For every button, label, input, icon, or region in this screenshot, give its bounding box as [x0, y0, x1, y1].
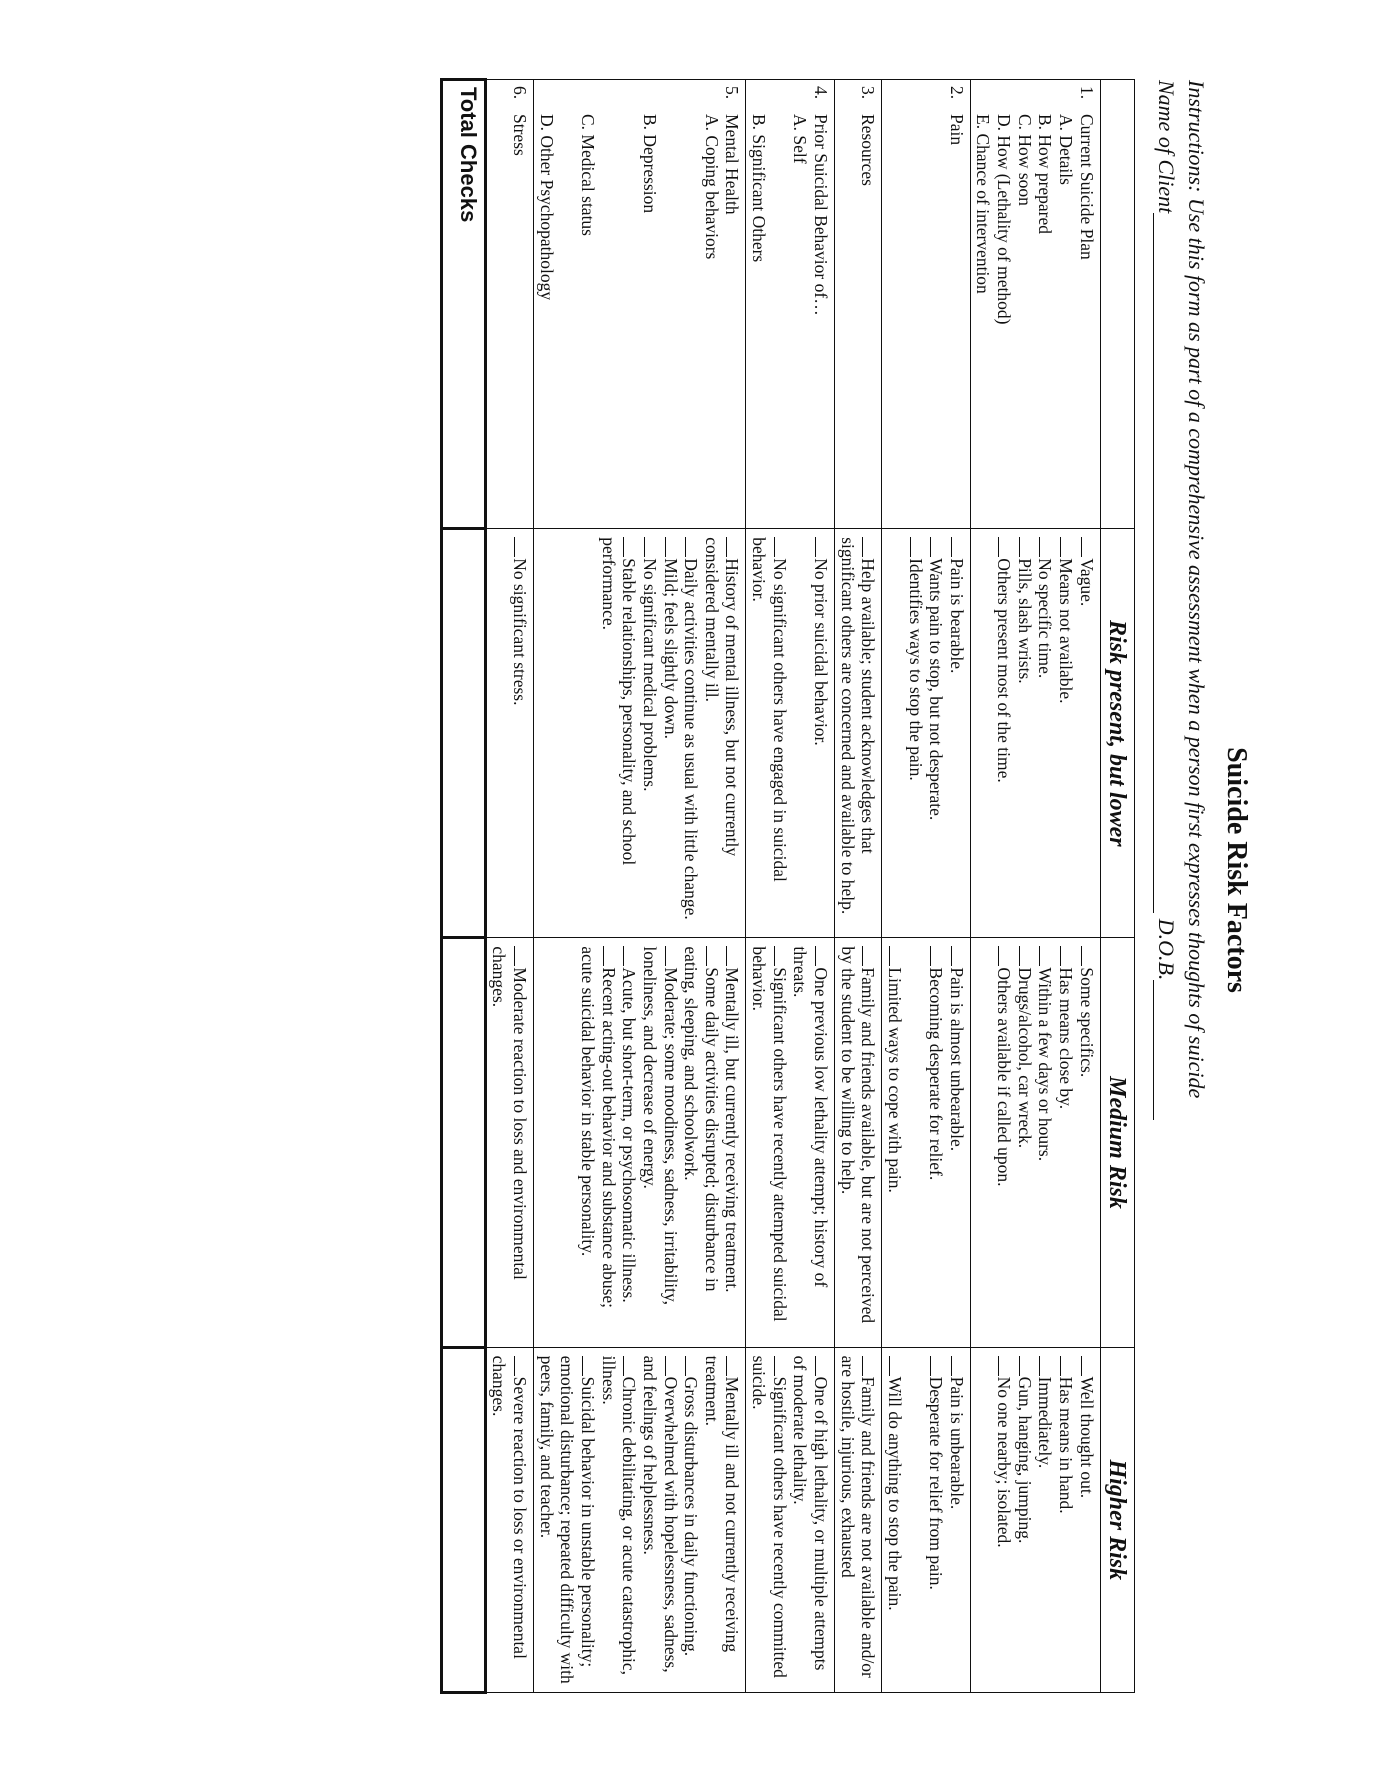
- risk-item-text: No significant medical problems.: [639, 558, 660, 792]
- risk-item: [946, 944, 967, 1340]
- check-blank[interactable]: [514, 537, 529, 557]
- factor-heading: [509, 86, 530, 522]
- risk-item: [598, 1354, 639, 1686]
- risk-cell-low: [746, 529, 835, 938]
- risk-item-text: Vague.: [1076, 558, 1097, 607]
- risk-item: [660, 535, 681, 931]
- risk-item: [926, 1354, 947, 1686]
- check-blank[interactable]: [1019, 1356, 1034, 1376]
- risk-item-text: Acute, but short-term, or psychosomatic illness.: [619, 967, 640, 1303]
- table-row: [970, 80, 1100, 1693]
- factor-subitem: C. How soon: [1014, 114, 1035, 206]
- risk-table-body: [485, 80, 1100, 1693]
- risk-item-text: History of mental illness, but not currently considered mentally ill.: [701, 537, 743, 857]
- risk-item-text: Drugs/alcohol, car wreck.: [1014, 967, 1035, 1149]
- risk-item-text: Will do anything to stop the pain.: [884, 1376, 905, 1611]
- factor-heading: [810, 86, 831, 522]
- factor-cell: [485, 80, 533, 529]
- check-blank[interactable]: [951, 946, 966, 966]
- risk-item-text: Others available if called upon.: [994, 967, 1015, 1187]
- check-blank[interactable]: [1039, 946, 1054, 966]
- factor-cell: [882, 80, 971, 529]
- factor-heading: [1076, 86, 1097, 522]
- risk-item-text: Pills, slash wrists.: [1014, 558, 1035, 684]
- table-row: [882, 80, 971, 1693]
- risk-item-text: One previous low lethality attempt; history of threats.: [790, 946, 831, 1288]
- risk-item-text: Significant others have recently committed suicide.: [749, 1355, 790, 1678]
- factor-number: 6.: [510, 86, 531, 100]
- total-checks-low-cell[interactable]: [441, 529, 485, 938]
- check-blank[interactable]: [1060, 1356, 1075, 1376]
- total-checks-row: [441, 80, 485, 1693]
- check-blank[interactable]: [998, 1356, 1013, 1376]
- check-blank[interactable]: [726, 946, 741, 966]
- risk-item-text: Suicidal behavior in unstable personality; emotional disturbance; repeated difficulty with peers, family, and teacher.: [536, 1355, 598, 1684]
- factor-subitem: [619, 86, 640, 522]
- factor-cell: [835, 80, 882, 529]
- check-blank[interactable]: [1039, 1356, 1054, 1376]
- column-header-low: Risk present, but lower: [1100, 529, 1134, 938]
- risk-item: [946, 1354, 967, 1686]
- risk-item-text: Limited ways to cope with pain.: [884, 967, 905, 1193]
- risk-cell-high: [970, 1347, 1100, 1692]
- risk-item-text: Mild; feels slightly down.: [660, 558, 681, 740]
- risk-item-text: No significant others have engaged in suicidal behavior.: [749, 537, 790, 882]
- risk-item-text: Gun, hanging, jumping.: [1014, 1376, 1035, 1544]
- factor-subitem: C. Medical status: [577, 114, 598, 236]
- total-checks-high-cell[interactable]: [441, 1347, 485, 1692]
- factor-subitem: A. Details: [1056, 114, 1077, 185]
- risk-item: [748, 944, 789, 1340]
- risk-item-text: Stable relationships, personality, and school performance.: [598, 537, 640, 866]
- factor-subitem: B. Depression: [639, 114, 660, 214]
- total-checks-label: Total Checks: [441, 80, 485, 529]
- risk-item: [1035, 1354, 1056, 1686]
- factor-subitem: B. Significant Others: [749, 114, 770, 263]
- risk-item-text: Others present most of the time.: [994, 558, 1015, 783]
- risk-item: [946, 535, 967, 931]
- risk-item-text: Recent acting-out behavior and substance abuse; acute suicidal behavior in stable personality.: [577, 946, 619, 1309]
- factor-name: Pain: [946, 114, 967, 146]
- risk-item-text: No one nearby; isolated.: [994, 1376, 1015, 1548]
- check-blank[interactable]: [998, 946, 1013, 966]
- risk-item-text: Gross disturbances in daily functioning.: [681, 1376, 702, 1657]
- risk-item: [837, 944, 878, 1340]
- risk-cell-high: [835, 1347, 882, 1692]
- risk-item: [926, 535, 947, 931]
- risk-item-text: Well thought out.: [1076, 1376, 1097, 1499]
- factor-name: Stress: [510, 114, 531, 156]
- factor-subitem: [598, 86, 619, 522]
- risk-cell-high: [534, 1347, 746, 1692]
- risk-item: [993, 944, 1014, 1340]
- factor-name: Mental Health: [722, 114, 743, 215]
- factor-name: Resources: [858, 114, 879, 186]
- risk-item: [884, 944, 905, 1340]
- table-row: [835, 80, 882, 1693]
- risk-item-text: One of high lethality, or multiple attempts of moderate lethality.: [790, 1355, 831, 1671]
- risk-cell-medium: [485, 938, 533, 1347]
- check-blank[interactable]: [774, 537, 789, 557]
- factor-heading: [858, 86, 879, 522]
- column-header-high: Higher Risk: [1100, 1347, 1134, 1692]
- risk-cell-medium: [746, 938, 835, 1347]
- risk-item: [619, 944, 640, 1340]
- check-blank[interactable]: [1039, 537, 1054, 557]
- risk-item-text: Becoming desperate for relief.: [926, 967, 947, 1181]
- check-blank[interactable]: [665, 946, 680, 966]
- factor-subitem: E. Chance of intervention: [973, 114, 994, 294]
- risk-item: [790, 944, 831, 1340]
- risk-item: [701, 1354, 742, 1686]
- check-blank[interactable]: [1019, 946, 1034, 966]
- check-blank[interactable]: [623, 1356, 638, 1376]
- check-blank[interactable]: [603, 946, 618, 966]
- risk-item: [681, 535, 702, 931]
- factor-subitem: [660, 86, 681, 522]
- check-blank[interactable]: [889, 1356, 904, 1376]
- table-header-row: [1100, 80, 1134, 1693]
- check-blank[interactable]: [685, 1356, 700, 1376]
- risk-item-text: Moderate reaction to loss and environmental changes.: [489, 946, 531, 1280]
- risk-factors-table: [440, 78, 1135, 1694]
- check-blank[interactable]: [644, 537, 659, 557]
- risk-item-text: No prior suicidal behavior.: [811, 558, 831, 746]
- factor-subitem: [769, 86, 790, 522]
- risk-item-text: Family and friends available, but are not perceived by the student to be willing to help.: [837, 946, 879, 1324]
- risk-cell-high: [485, 1347, 533, 1692]
- check-blank[interactable]: [1060, 946, 1075, 966]
- risk-item-text: Chronic debilitating, or acute catastrophic, illness.: [598, 1355, 640, 1675]
- factor-subitem: [557, 86, 578, 522]
- factor-subitem: [681, 86, 702, 522]
- spacer: [905, 1354, 926, 1686]
- risk-item-text: Pain is almost unbearable.: [946, 967, 967, 1152]
- risk-item-text: Pain is bearable.: [946, 558, 967, 674]
- risk-item-text: Mentally ill, but currently receiving treatment.: [722, 967, 743, 1293]
- form-title: Suicide Risk Factors: [1221, 747, 1252, 993]
- risk-item: [681, 944, 722, 1340]
- risk-item: [810, 535, 831, 931]
- dob-label: D.O.B.: [1154, 918, 1179, 981]
- check-blank[interactable]: [910, 537, 925, 557]
- check-blank[interactable]: [862, 946, 877, 966]
- risk-cell-medium: [835, 938, 882, 1347]
- client-name-field[interactable]: [1153, 213, 1176, 913]
- factor-cell: [746, 80, 835, 529]
- check-blank[interactable]: [774, 1356, 789, 1376]
- risk-item: [790, 1354, 831, 1686]
- risk-item: [884, 1354, 905, 1686]
- check-blank[interactable]: [862, 1356, 877, 1376]
- check-blank[interactable]: [582, 1356, 597, 1376]
- risk-item: [905, 535, 926, 931]
- risk-cell-low: [534, 529, 746, 938]
- risk-item: [639, 944, 680, 1340]
- client-info-row: [1153, 80, 1179, 1680]
- risk-item-text: Severe reaction to loss or environmental changes.: [489, 1355, 531, 1659]
- check-blank[interactable]: [930, 946, 945, 966]
- form-instructions: Instructions: Use this form as part of a comprehensive assessment when a person first expresses thoughts of suicide: [1184, 80, 1209, 1099]
- risk-item: [1014, 944, 1035, 1340]
- risk-cell-high: [882, 1347, 971, 1692]
- risk-item: [926, 944, 947, 1340]
- risk-item-text: Moderate; some moodiness, sadness, irritability, loneliness, and decrease of energy.: [639, 946, 681, 1306]
- check-blank[interactable]: [1060, 537, 1075, 557]
- factor-name: Current Suicide Plan: [1076, 114, 1097, 260]
- risk-item: [489, 1354, 530, 1686]
- risk-item: [577, 944, 618, 1340]
- factor-subitem: D. How (Lethality of method): [994, 114, 1015, 325]
- risk-item-text: No specific time.: [1035, 558, 1056, 679]
- risk-item-text: Some specifics.: [1076, 967, 1097, 1078]
- check-blank[interactable]: [623, 537, 638, 557]
- factor-number: 5.: [722, 86, 743, 100]
- table-row: [746, 80, 835, 1693]
- check-blank[interactable]: [815, 1356, 830, 1376]
- factor-subitem: D. Other Psychopathology: [536, 114, 557, 301]
- factor-number: 1.: [1076, 86, 1097, 100]
- risk-item-text: Help available; student acknowledges that significant others are concerned and available to help.: [837, 537, 879, 915]
- check-blank[interactable]: [862, 537, 877, 557]
- client-name-label: Name of Client: [1154, 80, 1179, 214]
- risk-item-text: Mentally ill and not currently receiving treatment.: [701, 1355, 743, 1653]
- risk-cell-high: [746, 1347, 835, 1692]
- table-row: [534, 80, 746, 1693]
- risk-item: [1055, 944, 1076, 1340]
- factor-heading: [946, 86, 967, 522]
- risk-item: [639, 535, 660, 931]
- risk-item: [489, 944, 530, 1340]
- risk-item: [748, 535, 789, 931]
- risk-item: [1014, 1354, 1035, 1686]
- check-blank[interactable]: [930, 1356, 945, 1376]
- risk-item-text: Means not available.: [1056, 558, 1077, 704]
- header-blank-cell: [1100, 80, 1134, 529]
- total-checks-medium-cell[interactable]: [441, 938, 485, 1347]
- check-blank[interactable]: [815, 946, 830, 966]
- check-blank[interactable]: [665, 537, 680, 557]
- check-blank[interactable]: [665, 1356, 680, 1376]
- risk-item: [1076, 535, 1097, 931]
- risk-item-text: Significant others have recently attempted suicidal behavior.: [749, 946, 790, 1322]
- risk-item: [1014, 535, 1035, 931]
- check-blank[interactable]: [726, 537, 741, 557]
- factor-cell: [534, 80, 746, 529]
- risk-item-text: Identifies ways to stop the pain.: [905, 558, 926, 781]
- risk-cell-medium: [882, 938, 971, 1347]
- risk-item-text: Desperate for relief from pain.: [926, 1376, 947, 1590]
- check-blank[interactable]: [1081, 537, 1096, 557]
- check-blank[interactable]: [706, 946, 721, 966]
- risk-cell-low: [485, 529, 533, 938]
- check-blank[interactable]: [514, 946, 529, 966]
- risk-item-text: Has means close by.: [1056, 967, 1077, 1110]
- check-blank[interactable]: [815, 537, 830, 557]
- risk-cell-low: [835, 529, 882, 938]
- factor-number: 4.: [811, 86, 831, 100]
- risk-cell-low: [882, 529, 971, 938]
- risk-item: [639, 1354, 680, 1686]
- risk-item: [1076, 1354, 1097, 1686]
- factor-number: 3.: [858, 86, 879, 100]
- risk-cell-medium: [970, 938, 1100, 1347]
- table-row: [485, 80, 533, 1693]
- risk-item: [837, 1354, 878, 1686]
- risk-item: [598, 535, 639, 931]
- risk-item-text: Family and friends are not available and/or are hostile, injurious, exhausted: [837, 1355, 879, 1678]
- risk-item: [1055, 1354, 1076, 1686]
- factor-subitem: A. Self: [790, 114, 811, 164]
- risk-item-text: Has means in hand.: [1056, 1376, 1077, 1514]
- risk-item: [993, 535, 1014, 931]
- dob-field[interactable]: [1153, 980, 1176, 1120]
- risk-item-text: Pain is unbearable.: [946, 1376, 967, 1510]
- factor-subitem: A. Coping behaviors: [701, 114, 722, 260]
- risk-item-text: Wants pain to stop, but not desperate.: [926, 558, 947, 821]
- risk-item-text: Overwhelmed with hopelessness, sadness, and feelings of helplessness.: [639, 1355, 681, 1673]
- column-header-medium: Medium Risk: [1100, 938, 1134, 1347]
- factor-heading: [722, 86, 743, 522]
- check-blank[interactable]: [514, 1356, 529, 1376]
- risk-item-text: Within a few days or hours.: [1035, 967, 1056, 1162]
- check-blank[interactable]: [685, 537, 700, 557]
- factor-cell: [970, 80, 1100, 529]
- risk-item: [509, 535, 530, 931]
- risk-item-text: Some daily activities disrupted; disturbance in eating, sleeping, and schoolwork.: [681, 946, 722, 1292]
- risk-cell-medium: [534, 938, 746, 1347]
- check-blank[interactable]: [726, 1356, 741, 1376]
- check-blank[interactable]: [1081, 946, 1096, 966]
- risk-item: [748, 1354, 789, 1686]
- risk-item: [1076, 944, 1097, 1340]
- factor-name: Prior Suicidal Behavior of…: [811, 114, 831, 316]
- risk-item: [1035, 944, 1056, 1340]
- risk-cell-low: [970, 529, 1100, 938]
- check-blank[interactable]: [951, 1356, 966, 1376]
- risk-item: [536, 1354, 598, 1686]
- factor-subitem: B. How prepared: [1035, 114, 1056, 235]
- risk-item: [993, 1354, 1014, 1686]
- risk-item-text: Daily activities continue as usual with little change.: [681, 558, 702, 920]
- risk-item-text: Immediately.: [1035, 1376, 1056, 1469]
- risk-item: [837, 535, 878, 931]
- check-blank[interactable]: [930, 537, 945, 557]
- risk-item: [681, 1354, 702, 1686]
- spacer: [790, 535, 811, 931]
- risk-item-text: No significant stress.: [510, 558, 531, 706]
- risk-item: [701, 535, 742, 931]
- risk-item: [722, 944, 743, 1340]
- check-blank[interactable]: [774, 946, 789, 966]
- check-blank[interactable]: [998, 537, 1013, 557]
- risk-item: [1035, 535, 1056, 931]
- check-blank[interactable]: [951, 537, 966, 557]
- risk-item: [1055, 535, 1076, 931]
- check-blank[interactable]: [1019, 537, 1034, 557]
- spacer: [905, 944, 926, 1340]
- check-blank[interactable]: [623, 946, 638, 966]
- check-blank[interactable]: [1081, 1356, 1096, 1376]
- factor-number: 2.: [946, 86, 967, 100]
- check-blank[interactable]: [889, 946, 904, 966]
